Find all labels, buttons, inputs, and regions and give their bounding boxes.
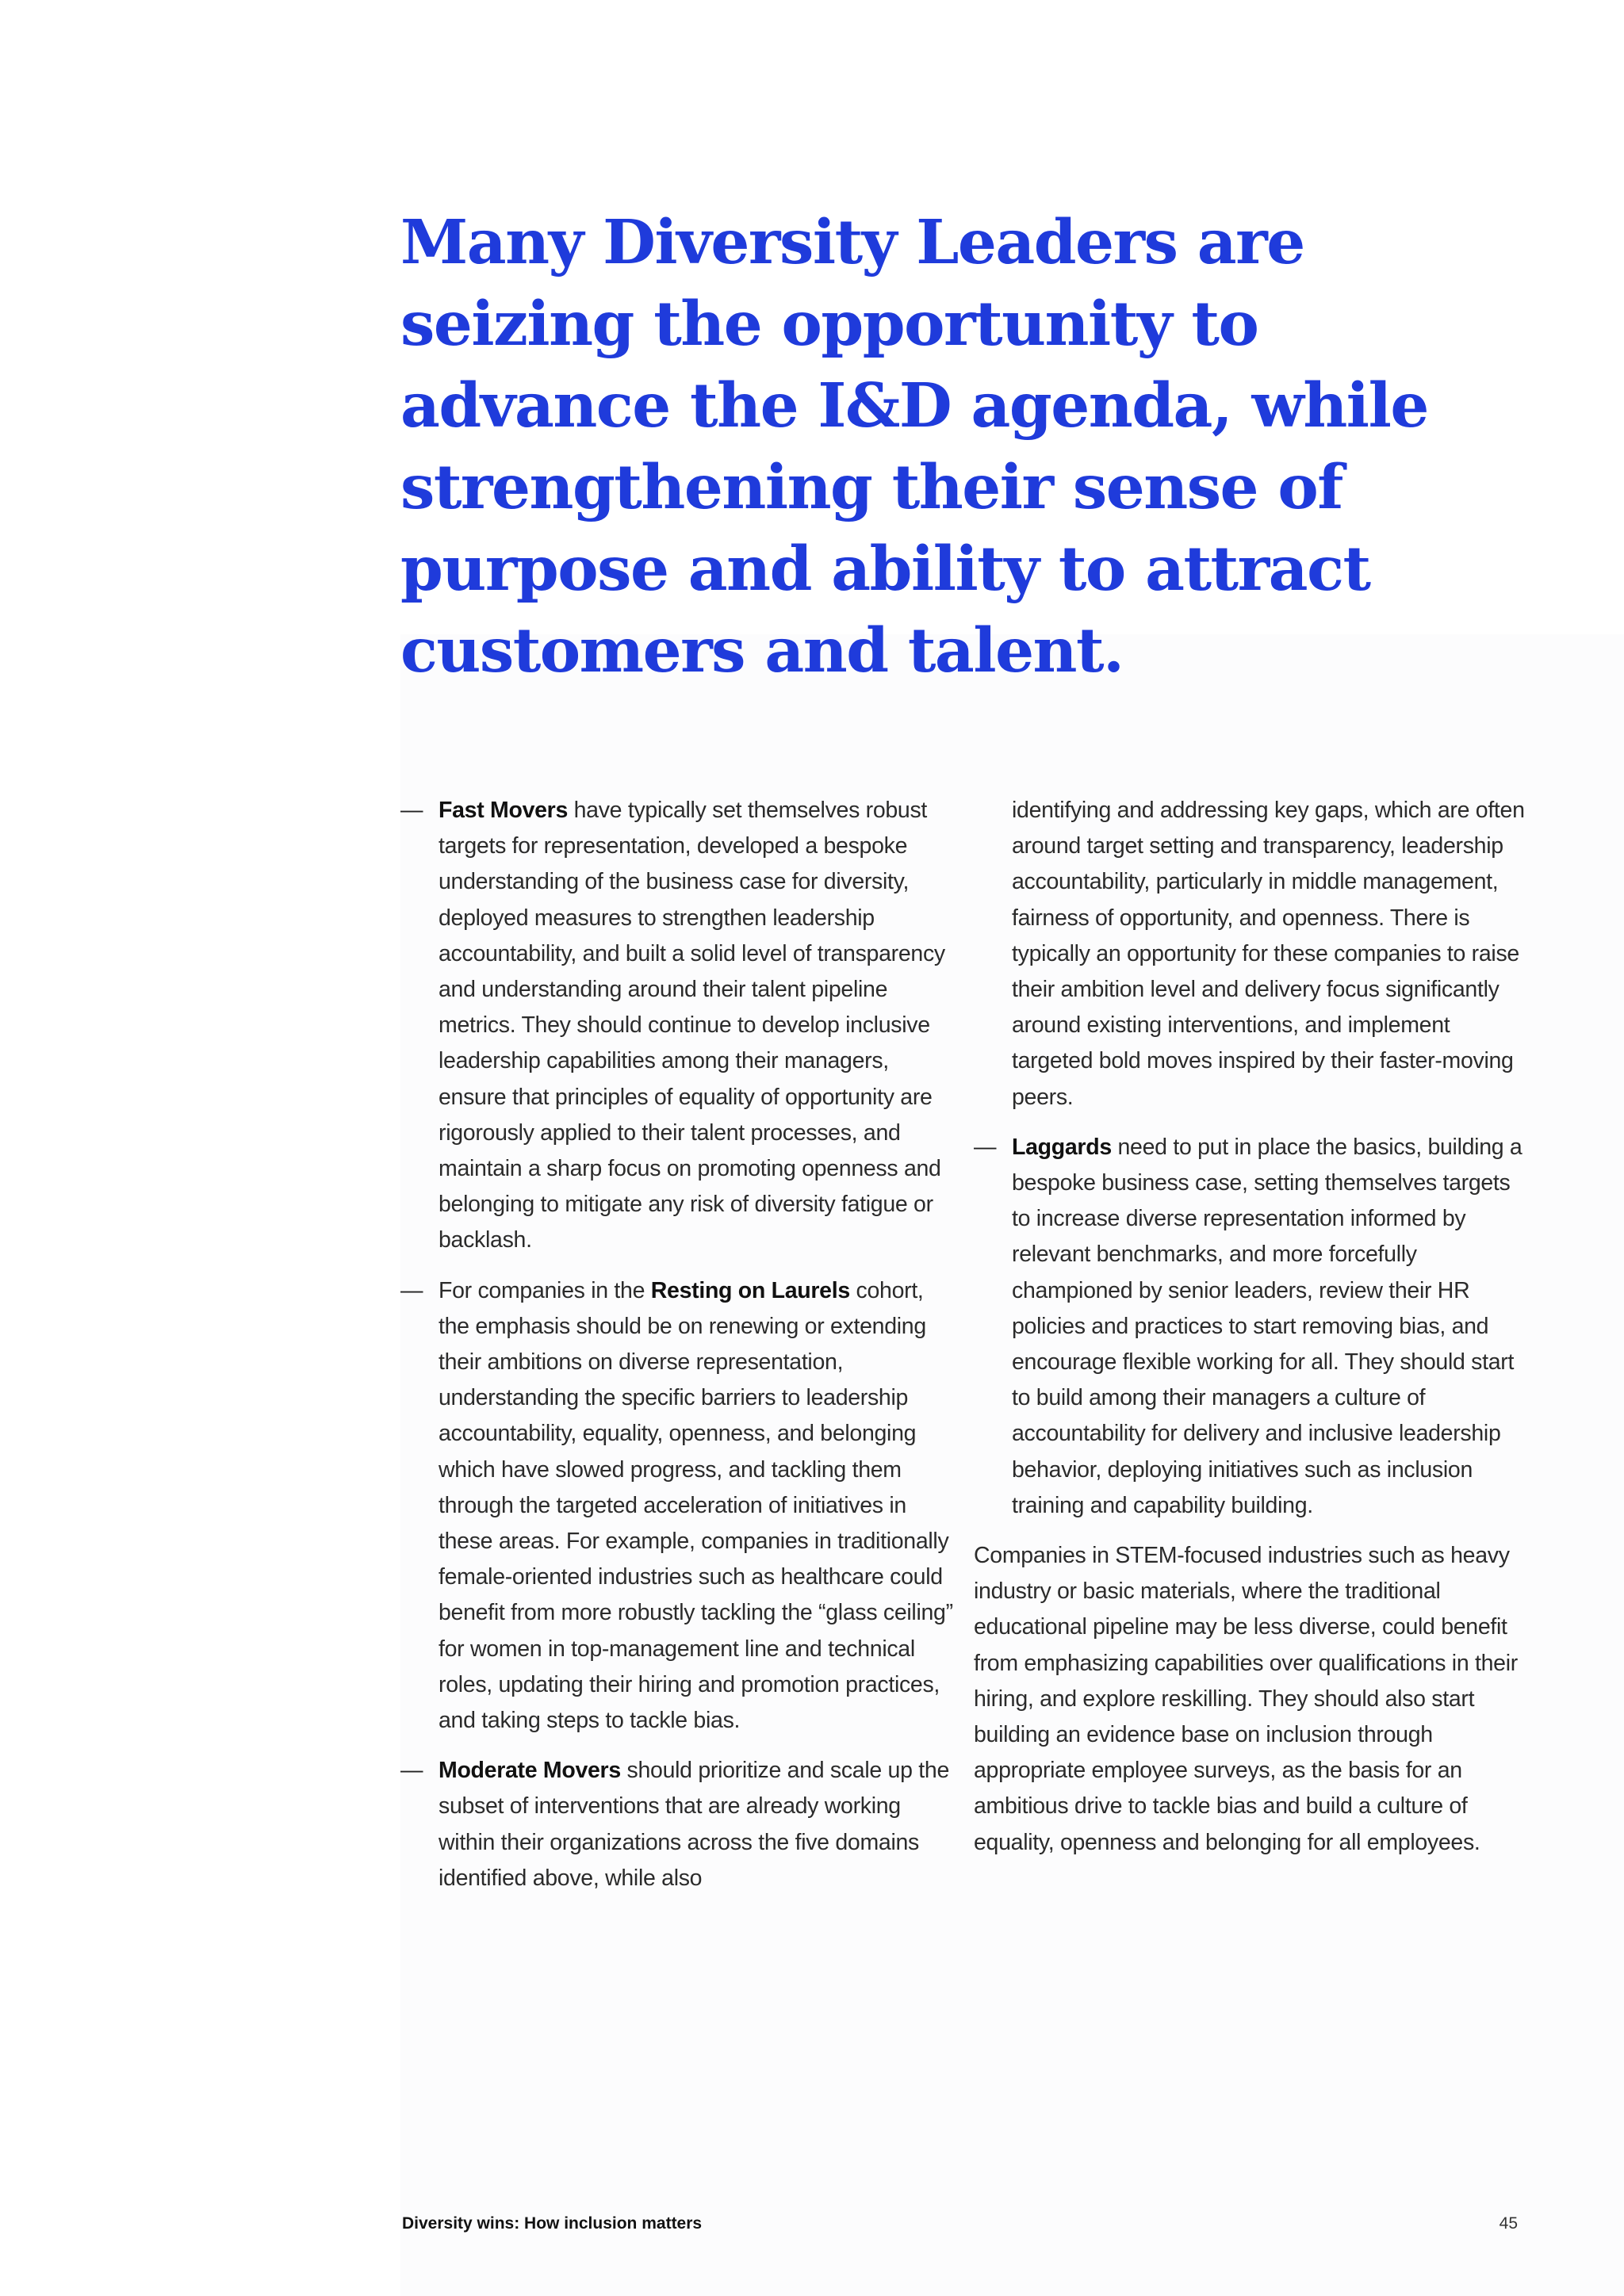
footer-publication-title: Diversity wins: How inclusion matters: [402, 2214, 703, 2233]
bullet-dash: —: [400, 798, 423, 823]
laggards-body: need to put in place the basics, building a bespoke business case, setting themselves targets to increase diverse representation informed by relevant benchmarks, and more forcefully championed by senior leaders, review their HR policies and practices to start removing bias, and encourage flexible working for all. They should start to build among their managers a culture of accountability for delivery and inclusive leadership behavior, deploying initiatives such as inclusion training and capability building.: [1012, 1134, 1522, 1518]
term-laggards: Laggards: [1012, 1134, 1112, 1160]
term-moderate-movers: Moderate Movers: [439, 1758, 621, 1784]
bullet-dash: —: [400, 1758, 423, 1784]
resting-on-laurels-body: cohort, the emphasis should be on renewing or extending their ambitions on diverse representation, understanding the specific barriers to leadership accountability, equality, openness, and belonging which have slowed progress, and tackling them through the targeted acceleration of initiatives in these areas. For example, companies in traditionally female-oriented industries such as healthcare could benefit from more robustly tackling the “glass ceiling” for women in top-management line and technical roles, updating their hiring and promotion practices, and taking steps to tackle bias.: [439, 1277, 953, 1734]
page-headline: Many Diversity Leaders are seizing the opportunity to advance the I&D agenda, while strengthening their sense of purpose and ability to attract customers and talent.: [400, 207, 1428, 687]
stem-paragraph: Companies in STEM-focused industries such as heavy industry or basic materials, where the traditional educational pipeline may be less diverse, could benefit from emphasizing capabilities over qualifications in their hiring, and explore reskilling. They should also start building an evidence base on inclusion through appropriate employee surveys, as the basis for an ambitious drive to tackle bias and build a culture of equality, openness and belonging for all employees.: [974, 1543, 1518, 1855]
bullet-laggards: [974, 1130, 1529, 1524]
bullet-dash: —: [400, 1277, 423, 1303]
bullet-fast-movers: [400, 793, 956, 1259]
moderate-movers-continued: identifying and addressing key gaps, which are often around target setting and transparency, leadership accountability, particularly in middle management, fairness of opportunity, and openness. There is typically an opportunity for these companies to raise their ambition level and delivery focus significantly around existing interventions, and implement targeted bold moves inspired by their faster-moving peers.: [1012, 798, 1525, 1110]
bullet-dash: —: [974, 1134, 997, 1160]
right-column: [974, 793, 1529, 1861]
footer-page-number: 45: [1499, 2214, 1518, 2233]
fast-movers-body: have typically set themselves robust targets for representation, developed a bespoke understanding of the business case for diversity, deployed measures to strengthen leadership accountability, and built a solid level of transparency and understanding around their talent pipeline metrics. They should continue to develop inclusive leadership capabilities among their managers, ensure that principles of equality of opportunity are rigorously applied to their talent processes, and maintain a sharp focus on promoting openness and belonging to mitigate any risk of diversity fatigue or backlash.: [439, 798, 945, 1253]
resting-on-laurels-prefix: For companies in the: [439, 1277, 651, 1303]
bullet-text: [439, 793, 956, 1259]
bullet-text: [439, 1753, 956, 1896]
bullet-text: [1012, 1130, 1529, 1524]
term-fast-movers: Fast Movers: [439, 798, 569, 823]
bullet-resting-on-laurels: [400, 1273, 956, 1739]
term-resting-on-laurels: Resting on Laurels: [650, 1277, 850, 1303]
bullet-moderate-movers: [400, 1753, 956, 1896]
moderate-movers-body: should prioritize and scale up the subset of interventions that are already working within their organizations across the five domains identified above, while also: [439, 1758, 949, 1891]
bullet-text: [439, 1273, 956, 1739]
left-column: [400, 793, 956, 1911]
